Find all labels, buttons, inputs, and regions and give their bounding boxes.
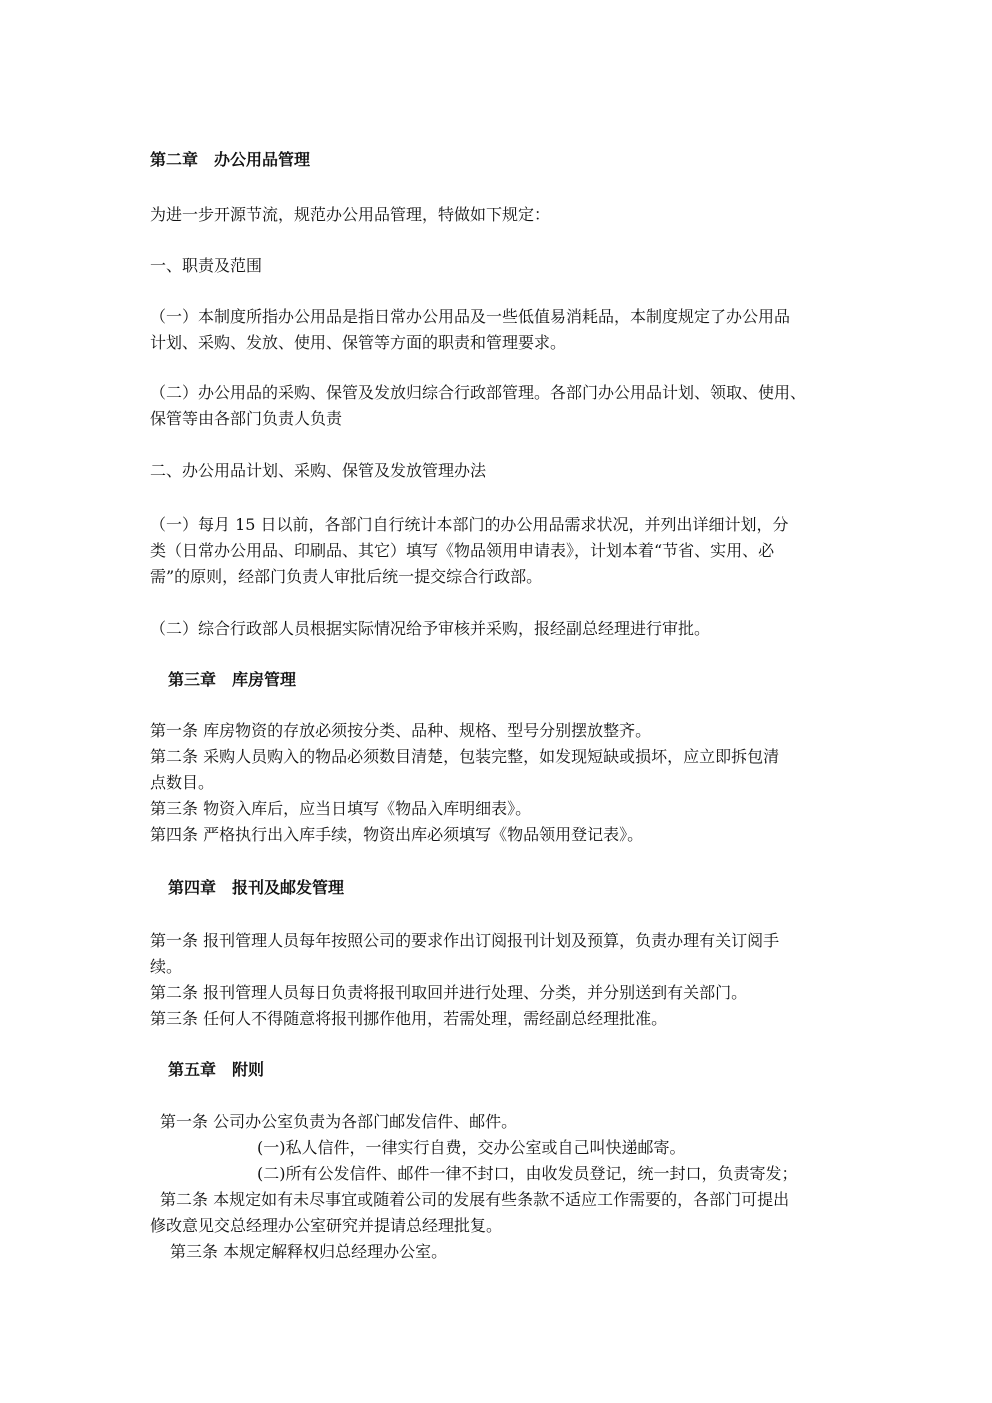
chapter-5-article-2-line-2: 修改意见交总经理办公室研究并提请总经理批复。 — [150, 1216, 503, 1235]
paragraph-3-line-3: 需”的原则，经部门负责人审批后统一提交综合行政部。 — [150, 567, 543, 586]
section-1-heading: 一、职责及范围 — [150, 256, 263, 275]
paragraph-2-line-2: 保管等由各部门负责人负责 — [150, 409, 343, 428]
chapter-3-article-2-line-2: 点数目。 — [150, 773, 215, 792]
chapter-5-article-3: 第三条 本规定解释权归总经理办公室。 — [170, 1242, 448, 1261]
chapter-5-article-1-item-2: (二)所有公发信件、邮件一律不封口，由收发员登记，统一封口，负责寄发； — [257, 1164, 798, 1183]
chapter-5-title: 第五章 附则 — [168, 1060, 265, 1079]
chapter-5-article-2-line-1: 第二条 本规定如有未尽事宜或随着公司的发展有些条款不适应工作需要的，各部门可提出 — [160, 1190, 790, 1209]
chapter-3-article-2-line-1: 第二条 采购人员购入的物品必须数目清楚，包装完整，如发现短缺或损坏，应立即拆包清 — [150, 747, 780, 766]
chapter-4-article-2: 第二条 报刊管理人员每日负责将报刊取回并进行处理、分类，并分别送到有关部门。 — [150, 983, 748, 1002]
chapter-2-intro: 为进一步开源节流，规范办公用品管理，特做如下规定： — [150, 205, 551, 224]
paragraph-3-line-2: 类（日常办公用品、印刷品、其它）填写《物品领用申请表》，计划本着“节省、实用、必 — [150, 541, 775, 560]
chapter-3-article-3: 第三条 物资入库后，应当日填写《物品入库明细表》。 — [150, 799, 532, 818]
section-2-heading: 二、办公用品计划、采购、保管及发放管理办法 — [150, 461, 487, 480]
chapter-3-title: 第三章 库房管理 — [168, 670, 297, 689]
paragraph-2-line-1: （二）办公用品的采购、保管及发放归综合行政部管理。各部门办公用品计划、领取、使用、 — [150, 383, 807, 402]
chapter-2-title: 第二章 办公用品管理 — [150, 150, 311, 169]
chapter-4-article-1-line-1: 第一条 报刊管理人员每年按照公司的要求作出订阅报刊计划及预算，负责办理有关订阅手 — [150, 931, 780, 950]
paragraph-1-line-2: 计划、采购、发放、使用、保管等方面的职责和管理要求。 — [150, 333, 567, 352]
chapter-4-article-3: 第三条 任何人不得随意将报刊挪作他用，若需处理，需经副总经理批准。 — [150, 1009, 668, 1028]
chapter-4-title: 第四章 报刊及邮发管理 — [168, 878, 345, 897]
paragraph-4: （二）综合行政部人员根据实际情况给予审核并采购，报经副总经理进行审批。 — [150, 619, 711, 638]
chapter-5-article-1: 第一条 公司办公室负责为各部门邮发信件、邮件。 — [160, 1112, 518, 1131]
paragraph-1-line-1: （一）本制度所指办公用品是指日常办公用品及一些低值易消耗品，本制度规定了办公用品 — [150, 307, 791, 326]
chapter-4-article-1-line-2: 续。 — [150, 957, 183, 976]
paragraph-3-line-1: （一）每月 15 日以前，各部门自行统计本部门的办公用品需求状况，并列出详细计划，分 — [150, 515, 789, 534]
chapter-5-article-1-item-1: (一)私人信件，一律实行自费，交办公室或自己叫快递邮寄。 — [257, 1138, 686, 1157]
chapter-3-article-1: 第一条 库房物资的存放必须按分类、品种、规格、型号分别摆放整齐。 — [150, 721, 652, 740]
chapter-3-article-4: 第四条 严格执行出入库手续，物资出库必须填写《物品领用登记表》。 — [150, 825, 644, 844]
